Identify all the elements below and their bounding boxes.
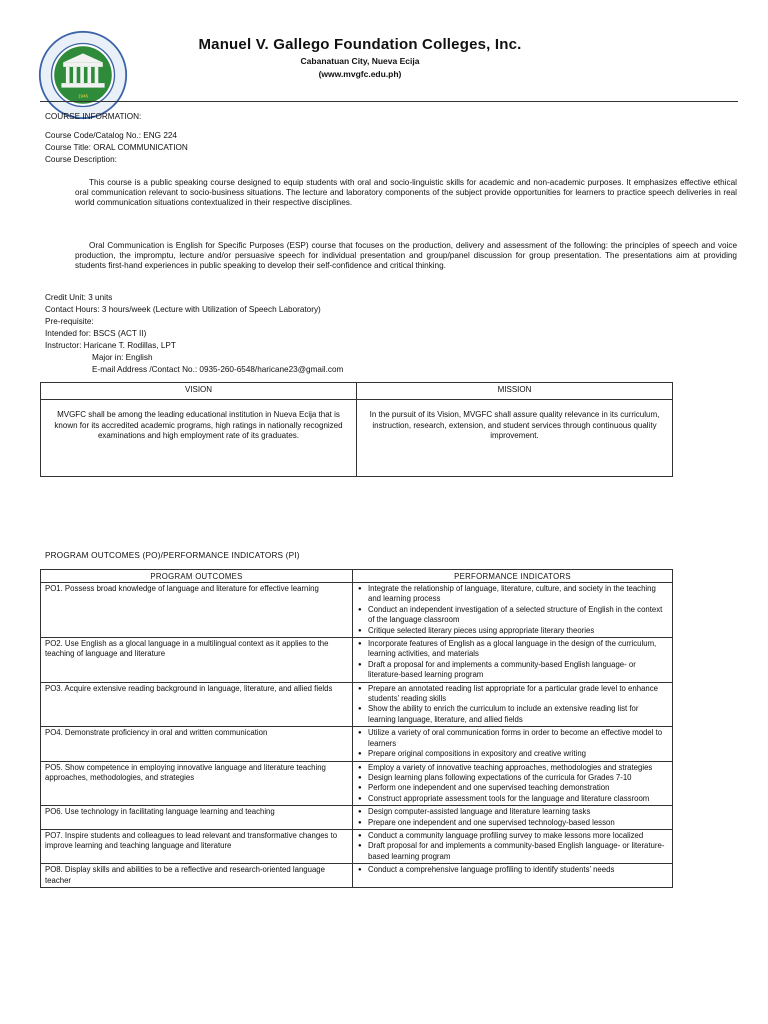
indicator-list (357, 684, 668, 726)
indicator-list (357, 728, 668, 759)
po-row (41, 682, 673, 727)
indicator-item: ● Conduct an independent investigation of a selected structure of English in the context of the language classroom (357, 605, 668, 626)
po-row (41, 727, 673, 761)
indicator-item: ● Draft proposal for and implements a community-based English language- or literature-based learning program (357, 841, 668, 862)
po-table-body (41, 583, 673, 888)
svg-text:1946: 1946 (77, 93, 89, 99)
prerequisite: Pre-requisite: (45, 317, 94, 326)
po-row (41, 583, 673, 638)
instructor-contact: E-mail Address /Contact No.: 0935-260-6548/haricane23@gmail.com (92, 365, 344, 374)
indicator-item: ● Perform one independent and one supervised teaching demonstration (357, 783, 668, 793)
po-indicators-cell (353, 727, 673, 761)
indicator-list (357, 807, 668, 828)
intended-for: Intended for: BSCS (ACT II) (45, 329, 147, 338)
po-outcome-cell: PO1. Possess broad knowledge of language and literature for effective learning (41, 583, 353, 638)
indicator-list (357, 639, 668, 681)
indicator-item: ● Incorporate features of English as a glocal language in the design of the curriculum, learning activities, and materials (357, 639, 668, 660)
po-row (41, 761, 673, 806)
po-col-outcomes: PROGRAM OUTCOMES (41, 570, 353, 583)
header-divider (40, 101, 738, 102)
course-description-p1: This course is a public speaking course designed to equip students with oral and socio-linguistic skills for academic and non-academic purposes. It emphasizes effective ethical oral communication relevant to socio-business situations. The lecture and laboratory components of the subject provide opportunities for learners to practice speech deliveries in real world communication situations contextualized in their respective disciplines. (75, 178, 737, 208)
po-indicators-cell (353, 806, 673, 830)
indicator-item: ● Employ a variety of innovative teaching approaches, methodologies and strategies (357, 763, 668, 773)
indicator-item: ● Critique selected literary pieces using appropriate literary theories (357, 626, 668, 636)
college-seal-logo (38, 30, 128, 120)
po-outcome-cell: PO6. Use technology in facilitating language learning and teaching (41, 806, 353, 830)
po-outcome-cell: PO5. Show competence in employing innovative language and literature teaching approaches, methodologies, and strategies (41, 761, 353, 806)
vision-mission-table (40, 382, 673, 477)
indicator-item: ● Draft a proposal for and implements a community-based English language- or literature-based learning program (357, 660, 668, 681)
po-outcome-cell: PO7. Inspire students and colleagues to lead relevant and transformative changes to improve learning and teaching language and literature (41, 829, 353, 863)
institution-name: Manuel V. Gallego Foundation Colleges, Inc. (198, 36, 522, 53)
mission-header: MISSION (357, 383, 673, 400)
indicator-list (357, 831, 668, 862)
course-code: Course Code/Catalog No.: ENG 224 (45, 131, 177, 140)
course-info-heading: COURSE INFORMATION: (45, 112, 142, 121)
po-outcome-cell: PO4. Demonstrate proficiency in oral and written communication (41, 727, 353, 761)
po-row (41, 864, 673, 888)
indicator-item: ● Conduct a comprehensive language profiling to identify students’ needs (357, 865, 668, 875)
po-heading: PROGRAM OUTCOMES (PO)/PERFORMANCE INDICATORS (PI) (45, 551, 300, 560)
indicator-list (357, 763, 668, 805)
course-title: Course Title: ORAL COMMUNICATION (45, 143, 188, 152)
indicator-item: ● Prepare an annotated reading list appropriate for a particular grade level to enhance students’ reading skills (357, 684, 668, 705)
po-row (41, 806, 673, 830)
institution-website: (www.mvgfc.edu.ph) (318, 69, 402, 79)
course-description-label: Course Description: (45, 155, 117, 164)
po-indicators-cell (353, 829, 673, 863)
po-indicators-cell (353, 638, 673, 683)
po-indicators-cell (353, 864, 673, 888)
instructor-major: Major in: English (92, 353, 153, 362)
indicator-list (357, 584, 668, 636)
indicator-item: ● Show the ability to enrich the curriculum to include an extensive reading list for learning language, literature, and allied fields (357, 704, 668, 725)
indicator-item: ● Conduct a community language profiling survey to make lessons more localized (357, 831, 668, 841)
indicator-item: ● Prepare one independent and one supervised technology-based lesson (357, 818, 668, 828)
course-description-p2: Oral Communication is English for Specific Purposes (ESP) course that focuses on the production, delivery and assessment of the following: the principles of speech and voice production, the impromptu, lecture and/or persuasive speech for individual presentation and group/panel discussion for group presentation. The presentations aim at providing students first-hand experiences in public speaking to develop their self-confidence and critical thinking. (75, 241, 737, 271)
indicator-item: ● Design learning plans following expectations of the curricula for Grades 7-10 (357, 773, 668, 783)
contact-hours: Contact Hours: 3 hours/week (Lecture with Utilization of Speech Laboratory) (45, 305, 321, 314)
po-col-indicators: PERFORMANCE INDICATORS (353, 570, 673, 583)
po-outcome-cell: PO8. Display skills and abilities to be a reflective and research-oriented language teacher (41, 864, 353, 888)
mission-text: In the pursuit of its Vision, MVGFC shall assure quality relevance in its curriculum, instruction, research, extension, and student services through continuous quality improvement. (357, 400, 673, 477)
instructor: Instructor: Haricane T. Rodillas, LPT (45, 341, 176, 350)
po-outcome-cell: PO3. Acquire extensive reading background in language, literature, and allied fields (41, 682, 353, 727)
credit-unit: Credit Unit: 3 units (45, 293, 113, 302)
indicator-item: ● Prepare original compositions in expository and creative writing (357, 749, 668, 759)
indicator-item: ● Utilize a variety of oral communication forms in order to become an effective model to learners (357, 728, 668, 749)
indicator-item: ● Integrate the relationship of language, literature, culture, and society in the teaching and learning process (357, 584, 668, 605)
indicator-item: ● Design computer-assisted language and literature learning tasks (357, 807, 668, 817)
indicator-item: ● Construct appropriate assessment tools for the language and literature classroom (357, 794, 668, 804)
po-row (41, 829, 673, 863)
institution-location: Cabanatuan City, Nueva Ecija (300, 56, 420, 66)
po-indicators-cell (353, 682, 673, 727)
vision-text: MVGFC shall be among the leading educational institution in Nueva Ecija that is known for its accredited academic programs, high ratings in nationally recognized examinations and high employment rate of its graduates. (41, 400, 357, 477)
po-outcome-cell: PO2. Use English as a glocal language in a multilingual context as it applies to the teaching of language and literature (41, 638, 353, 683)
po-row (41, 638, 673, 683)
indicator-list (357, 865, 668, 875)
program-outcomes-table (40, 569, 673, 888)
vision-header: VISION (41, 383, 357, 400)
po-indicators-cell (353, 583, 673, 638)
po-indicators-cell (353, 761, 673, 806)
